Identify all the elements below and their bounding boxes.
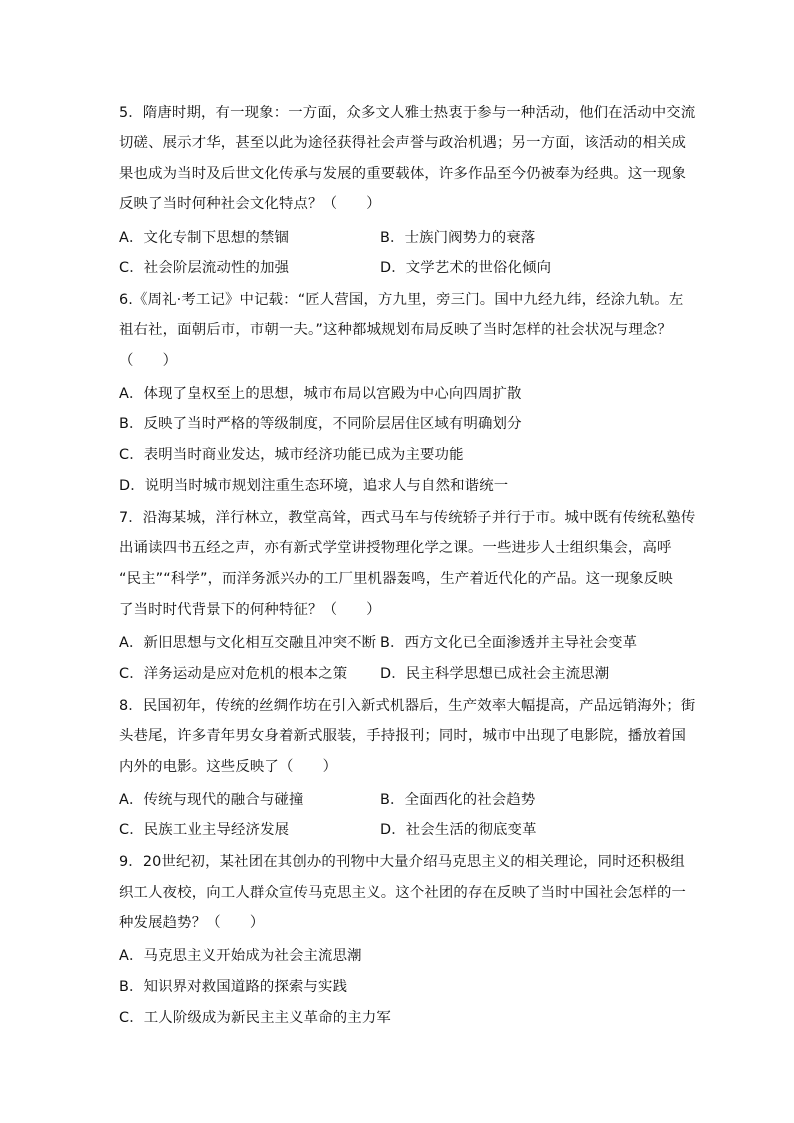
question-7-option-a: A．新旧思想与文化相互交融且冲突不断 [119,635,377,651]
question-5-option-d: D．文学艺术的世俗化倾向 [380,260,552,276]
question-5-option-b: B．士族门阀势力的衰落 [380,230,536,246]
question-9-stem-line-3: 种发展趋势？（ ） [119,915,265,931]
question-5-stem-line-2: 切磋、展示才华，甚至以此为途径获得社会声誉与政治机遇；另一方面，该活动的相关成 [119,135,687,151]
question-7-option-d: D．民主科学思想已成社会主流思潮 [380,666,610,682]
question-6-option-b: B．反映了当时严格的等级制度，不同阶层居住区域有明确划分 [119,416,522,432]
question-5-stem-line-3: 果也成为当时及后世文化传承与发展的重要载体，许多作品至今仍被奉为经典。这一现象 [119,166,687,182]
question-5-option-a: A．文化专制下思想的禁锢 [119,230,289,246]
question-5-option-c: C．社会阶层流动性的加强 [119,260,290,276]
question-8-stem-line-2: 头巷尾，许多青年男女身着新式服装，手持报刊；同时，城市中出现了电影院，播放着国 [119,728,687,744]
question-7-stem-line-1: 7．沿海某城，洋行林立，教堂高耸，西式马车与传统轿子并行于市。城中既有传统私塾传 [119,510,696,526]
question-7-option-c: C．洋务运动是应对危机的根本之策 [119,666,348,682]
question-9-option-a: A．马克思主义开始成为社会主流思潮 [119,948,362,964]
question-7-stem-line-4: 了当时时代背景下的何种特征？（ ） [119,602,381,618]
question-8-option-c: C．民族工业主导经济发展 [119,822,290,838]
question-9-option-b: B．知识界对救国道路的探索与实践 [119,979,348,995]
question-6-option-d: D．说明当时城市规划注重生态环境，追求人与自然和谐统一 [119,478,509,494]
question-7-stem-line-2: 出诵读四书五经之声，亦有新式学堂讲授物理化学之课。一些进步人士组织集会，高呼 [119,540,672,556]
question-7-option-b: B．西方文化已全面渗透并主导社会变革 [380,635,638,651]
question-6-option-c: C．表明当时商业发达，城市经济功能已成为主要功能 [119,447,464,463]
question-9-stem-line-1: 9．20世纪初，某社团在其创办的刊物中大量介绍马克思主义的相关理论，同时还积极组 [119,854,685,870]
question-7-stem-line-3: “民主”“科学”，而洋务派兴办的工厂里机器轰鸣，生产着近代化的产品。这一现象反映 [119,571,673,587]
question-5-stem-line-4: 反映了当时何种社会文化特点？（ ） [119,196,381,212]
question-6-stem-line-2: 祖右社，面朝后市，市朝一夫。”这种都城规划布局反映了当时怎样的社会状况与理念？ [119,322,672,338]
question-9-option-c: C．工人阶级成为新民主主义革命的主力军 [119,1010,391,1026]
question-6-stem-line-3: （ ） [119,353,178,369]
question-6-stem-line-1: 6.《周礼·考工记》中记载：“匠人营国，方九里，旁三门。国中九经九纬，经涂九轨。左 [119,292,684,308]
question-8-stem-line-3: 内外的电影。这些反映了（ ） [119,759,338,775]
question-6-option-a: A．体现了皇权至上的思想，城市布局以宫殿为中心向四周扩散 [119,386,522,402]
question-5-stem-line-1: 5．隋唐时期，有一现象：一方面，众多文人雅士热衷于参与一种活动，他们在活动中交流 [119,105,696,121]
question-8-stem-line-1: 8．民国初年，传统的丝绸作坊在引入新式机器后，生产效率大幅提高，产品远销海外；街 [119,698,696,714]
question-8-option-b: B．全面西化的社会趋势 [380,792,536,808]
question-9-stem-line-2: 织工人夜校，向工人群众宣传马克思主义。这个社团的存在反映了当时中国社会怎样的一 [119,885,687,901]
question-8-option-a: A．传统与现代的融合与碰撞 [119,792,304,808]
question-8-option-d: D．社会生活的彻底变革 [380,822,537,838]
